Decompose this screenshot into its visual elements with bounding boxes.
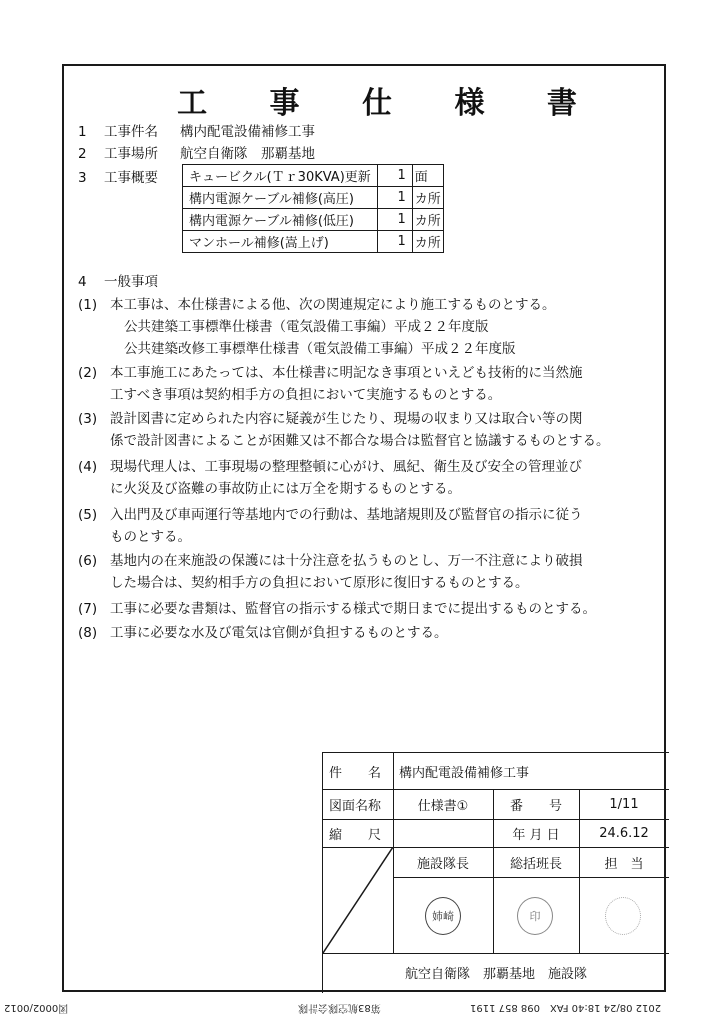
para-1: (1) 本工事は、本仕様書による他、次の関連規定により施工するものとする。 公共建築工事標準仕様書（電気設備工事編）平成２２年度版 公共建築改修工事標準仕様書（電気設備工事編）平成２２年度版 bbox=[78, 297, 556, 357]
overview-unit: カ所 bbox=[412, 231, 443, 253]
item-1-value: 構内配電設備補修工事 bbox=[180, 124, 315, 140]
fax-page-count: 図0002/0012 bbox=[4, 1002, 69, 1013]
overview-item: 構内電源ケーブル補修(低圧) bbox=[183, 209, 378, 231]
para-5: (5) 入出門及び車両運行等基地内での行動は、基地諸規則及び監督官の指示に従う ものとする。 bbox=[78, 507, 583, 545]
para-8: (8) 工事に必要な水及び電気は官側が負担するものとする。 bbox=[78, 625, 448, 641]
approval-seal: 印 bbox=[517, 897, 553, 935]
approval-seal-faint bbox=[605, 897, 641, 935]
scale-label: 縮 尺 bbox=[329, 827, 382, 843]
overview-table bbox=[182, 164, 444, 253]
general-heading: 一般事項 bbox=[104, 274, 158, 290]
drawing-value: 仕様書① bbox=[417, 798, 469, 814]
item-2-value: 航空自衛隊 那覇基地 bbox=[180, 146, 315, 162]
item-2: 2 工事場所 航空自衛隊 那覇基地 bbox=[78, 142, 315, 162]
para-4: (4) 現場代理人は、工事現場の整理整頓に心がけ、風紀、衛生及び安全の管理並び に火災及び盗難の事故防止には万全を期するものとする。 bbox=[78, 459, 582, 497]
item-2-label: 工事場所 bbox=[104, 146, 158, 162]
overview-qty: 1 bbox=[377, 165, 412, 187]
document-title: 工 事 仕 様 書 bbox=[177, 86, 603, 121]
item-1: 1 工事件名 構内配電設備補修工事 bbox=[78, 120, 315, 140]
overview-qty: 1 bbox=[377, 187, 412, 209]
role-facility-commander: 施設隊長 bbox=[416, 856, 469, 872]
role-person-in-charge: 担 当 bbox=[604, 856, 644, 872]
overview-row bbox=[183, 165, 444, 187]
overview-unit: 面 bbox=[412, 165, 443, 187]
date-value: 24.6.12 bbox=[599, 825, 649, 841]
para-6: (6) 基地内の在来施設の保護には十分注意を払うものとし、万一不注意により破損 した場合は、契約相手方の負担において原形に復旧するものとする。 bbox=[78, 553, 583, 591]
overview-item: マンホール補修(嵩上げ) bbox=[183, 231, 378, 253]
item-3-label: 工事概要 bbox=[104, 170, 158, 186]
para-7: (7) 工事に必要な書類は、監督官の指示する様式で期日までに提出するものとする。 bbox=[78, 601, 596, 617]
overview-qty: 1 bbox=[377, 231, 412, 253]
overview-item: 構内電源ケーブル補修(高圧) bbox=[183, 187, 378, 209]
document-frame bbox=[62, 64, 666, 992]
overview-row bbox=[183, 231, 444, 253]
item-3: 3 工事概要 bbox=[78, 166, 180, 186]
para-3: (3) 設計図書に定められた内容に疑義が生じたり、現場の収まり又は取合い等の関 係で設計図書によることが困難又は不都合な場合は監督官と協議するものとする。 bbox=[78, 411, 610, 449]
item-1-label: 工事件名 bbox=[104, 124, 158, 140]
overview-row bbox=[183, 209, 444, 231]
fax-sender: 第83航空隊会計隊 bbox=[298, 1002, 381, 1013]
number-label: 番 号 bbox=[509, 798, 562, 814]
overview-row bbox=[183, 187, 444, 209]
title-block bbox=[322, 752, 669, 993]
organization: 航空自衛隊 那覇基地 施設隊 bbox=[404, 966, 587, 982]
scale-diagonal bbox=[323, 847, 393, 953]
role-general-chief: 総括班長 bbox=[509, 856, 562, 872]
drawing-label: 図面名称 bbox=[329, 798, 382, 814]
item-4: 4 一般事項 bbox=[78, 274, 158, 290]
name-label: 件 名 bbox=[329, 765, 382, 781]
number-value: 1/11 bbox=[609, 796, 639, 812]
overview-unit: カ所 bbox=[412, 209, 443, 231]
date-label: 年 月 日 bbox=[512, 827, 560, 843]
overview-unit: カ所 bbox=[412, 187, 443, 209]
name-value: 構内配電設備補修工事 bbox=[399, 765, 530, 781]
approval-seal: 姉崎 bbox=[425, 897, 461, 935]
fax-timestamp: 2012 08/24 18:40 FAX 098 857 1191 bbox=[470, 1002, 662, 1013]
para-2: (2) 本工事施工にあたっては、本仕様書に明記なき事項といえども技術的に当然施 工すべき事項は契約相手方の負担において実施するものとする。 bbox=[78, 365, 583, 403]
overview-item: キュービクル(Ｔｒ30KVA)更新 bbox=[183, 165, 378, 187]
overview-qty: 1 bbox=[377, 209, 412, 231]
